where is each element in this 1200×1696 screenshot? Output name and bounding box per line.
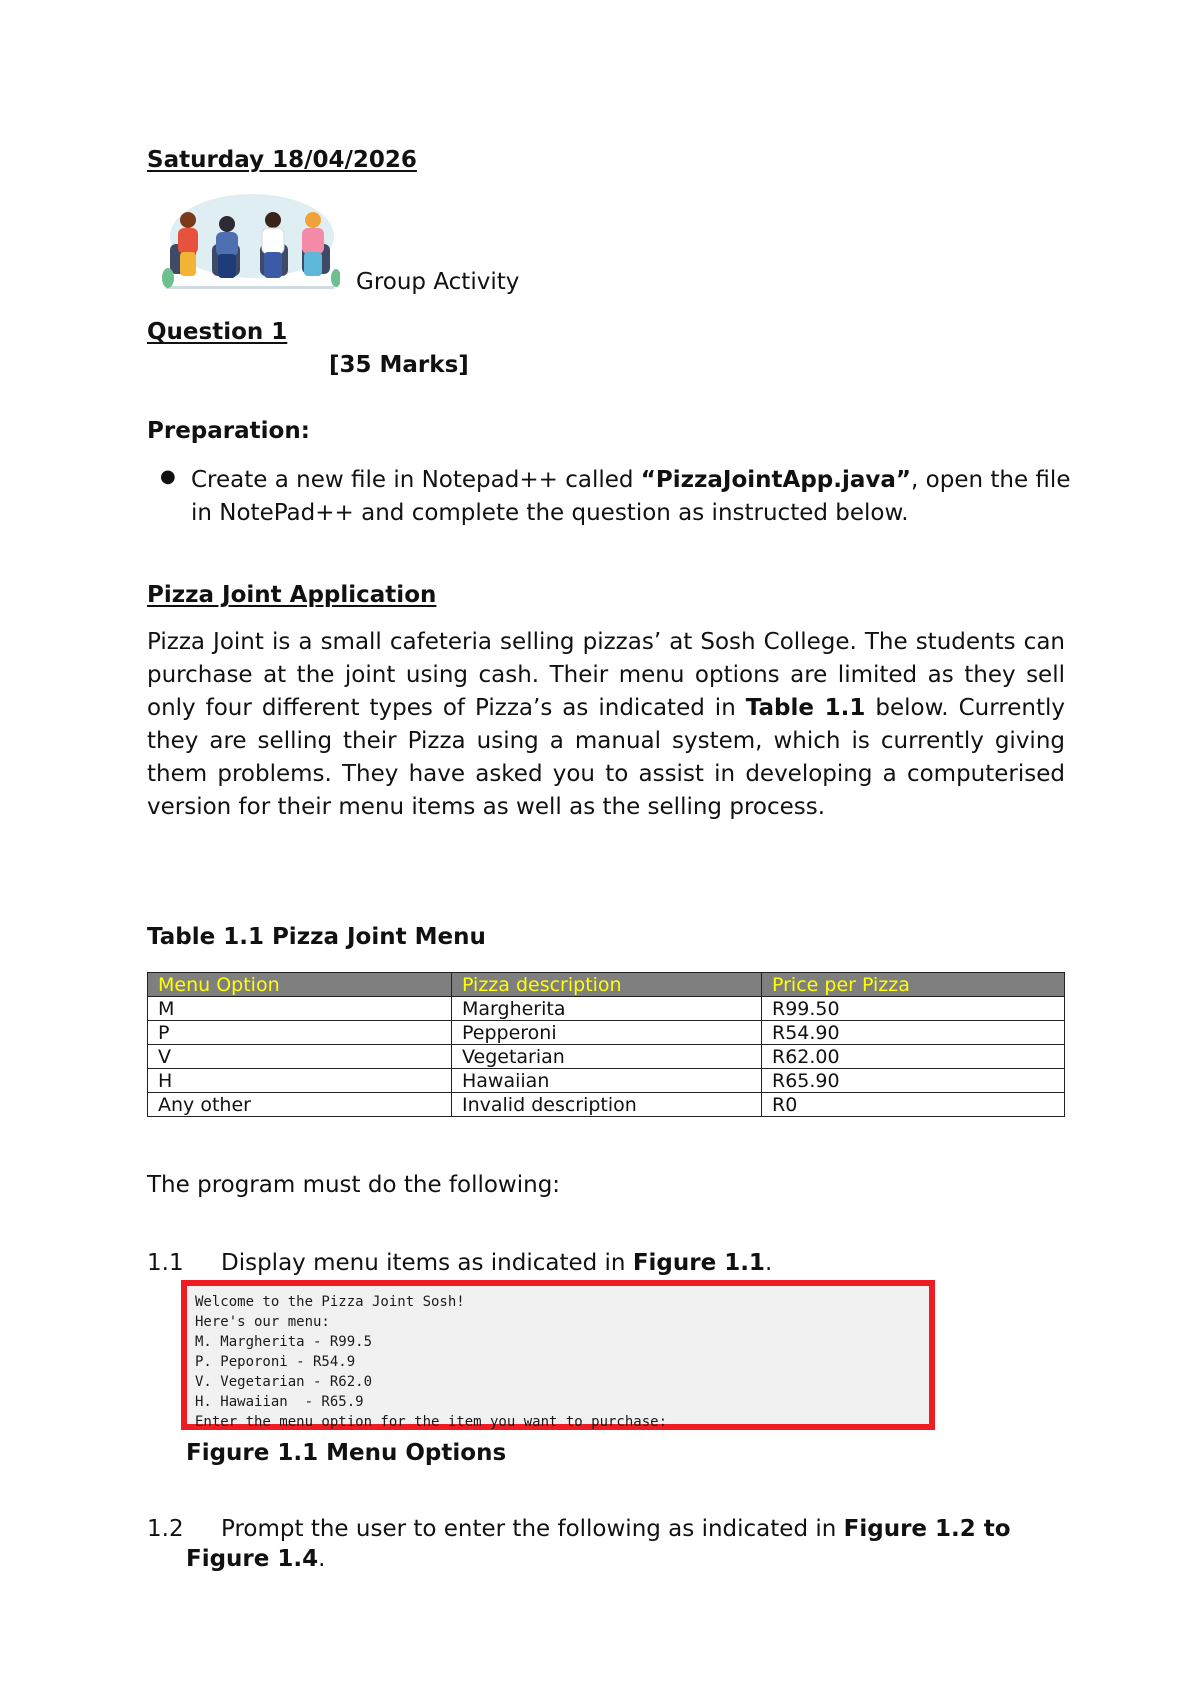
item-text: Display menu items as indicated in — [221, 1250, 633, 1276]
figure-caption: Figure 1.1 Menu Options — [186, 1440, 507, 1466]
column-header: Menu Option — [148, 973, 452, 997]
table-title: Table 1.1 Pizza Joint Menu — [147, 924, 486, 950]
table-cell: R99.50 — [762, 997, 1065, 1021]
column-header: Pizza description — [452, 973, 762, 997]
table-cell: M — [148, 997, 452, 1021]
instruction-text-end: , open the file in NotePad++ and complete the question as instructed below. — [191, 467, 1071, 526]
table-header-row — [148, 973, 1065, 997]
preparation-heading: Preparation: — [147, 418, 310, 444]
table-cell: V — [148, 1045, 452, 1069]
table-row — [148, 997, 1065, 1021]
table-cell: Any other — [148, 1093, 452, 1117]
pizza-menu-table — [147, 972, 1065, 1117]
paragraph-text-end: below. Currently they are selling their Pizza using a manual system, which is currently giving them problems. They have asked you to assist in developing a computerised version for their menu items as well as the selling process. — [147, 695, 1065, 820]
console-screenshot — [181, 1280, 935, 1430]
console-line: M. Margherita - R99.5 — [195, 1334, 373, 1350]
bullet-icon: ● — [160, 466, 176, 487]
figure-reference-start: Figure 1.2 to — [843, 1516, 1011, 1542]
item-text: Prompt the user to enter the following as indicated in — [221, 1516, 844, 1542]
table-row — [148, 1093, 1065, 1117]
console-line: Enter the menu option for the item you want to purchase: — [195, 1414, 668, 1430]
table-cell: Invalid description — [452, 1093, 762, 1117]
section-paragraph — [147, 626, 1065, 824]
console-line: V. Vegetarian - R62.0 — [195, 1374, 373, 1390]
item-number: 1.2 — [147, 1516, 184, 1542]
item-1-text — [221, 1249, 772, 1277]
table-cell: Hawaiian — [452, 1069, 762, 1093]
group-activity-label: Group Activity — [356, 269, 520, 295]
table-cell: P — [148, 1021, 452, 1045]
console-line: H. Hawaiian - R65.9 — [195, 1394, 364, 1410]
table-reference: Table 1.1 — [745, 695, 866, 721]
item-end: . — [318, 1546, 326, 1572]
question-marks: [35 Marks] — [329, 352, 469, 378]
section-heading: Pizza Joint Application — [147, 582, 437, 608]
table-cell: R65.90 — [762, 1069, 1065, 1093]
table-cell: Margherita — [452, 997, 762, 1021]
table-row — [148, 1021, 1065, 1045]
item-number: 1.1 — [147, 1250, 184, 1276]
item-end: . — [764, 1250, 773, 1276]
table-cell: R54.90 — [762, 1021, 1065, 1045]
question-title: Question 1 — [147, 319, 288, 345]
table-row — [148, 1069, 1065, 1093]
table-cell: Pepperoni — [452, 1021, 762, 1045]
table-row — [148, 1045, 1065, 1069]
preparation-instruction — [191, 464, 1071, 530]
instruction-text: Create a new file in Notepad++ called — [191, 467, 641, 493]
item-2-text — [221, 1515, 1011, 1543]
table-cell: R62.00 — [762, 1045, 1065, 1069]
figure-reference: Figure 1.1 — [632, 1250, 765, 1276]
table-cell: Vegetarian — [452, 1045, 762, 1069]
item-2-text-continued — [186, 1545, 325, 1573]
paragraph-text: Pizza Joint is a small cafeteria selling pizzas’ at Sosh College. The students can purchase at the joint using cash. Their menu options are limited as they sell only four different types of Pizza’s as indicated in — [147, 629, 1065, 721]
console-line: Here's our menu: — [195, 1314, 330, 1330]
console-line: P. Peporoni - R54.9 — [195, 1354, 356, 1370]
column-header: Price per Pizza — [762, 973, 1065, 997]
group-people-illustration-icon — [160, 194, 340, 294]
figure-reference-end: Figure 1.4 — [186, 1546, 319, 1572]
table-cell: H — [148, 1069, 452, 1093]
page-date: Saturday 18/04/2026 — [147, 147, 417, 173]
filename: “PizzaJointApp.java” — [640, 467, 912, 493]
table-cell: R0 — [762, 1093, 1065, 1117]
console-line: Welcome to the Pizza Joint Sosh! — [195, 1294, 465, 1310]
program-intro: The program must do the following: — [147, 1172, 561, 1198]
